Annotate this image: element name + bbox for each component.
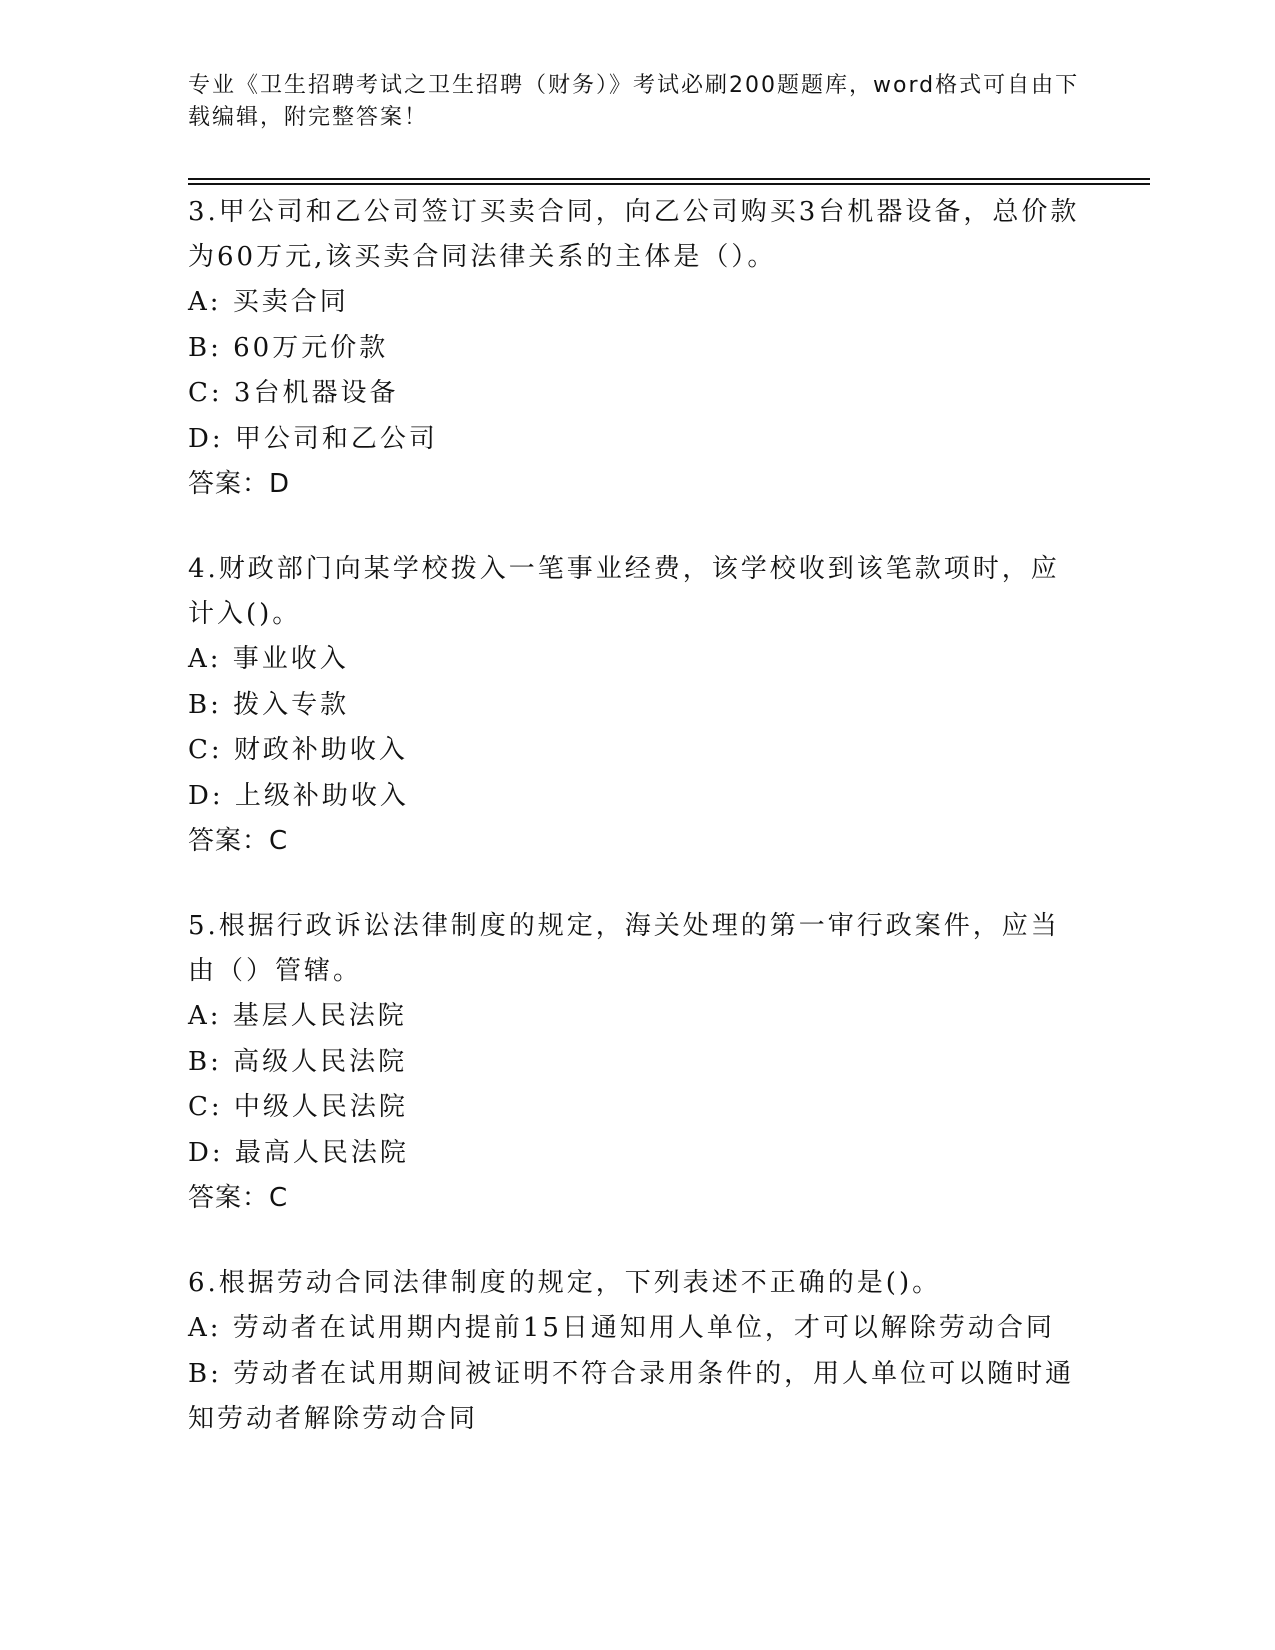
question-list — [188, 190, 1088, 1443]
question-3 — [188, 190, 1088, 507]
answer-label: 答案：D — [188, 469, 291, 499]
question-text: 3.甲公司和乙公司签订买卖合同，向乙公司购买3台机器设备，总价款为60万元,该买卖合同法律关系的主体是（）。 — [188, 197, 1080, 272]
answer-label: 答案：C — [188, 1183, 289, 1213]
header-divider-top — [188, 178, 1150, 180]
option-d: D: 上级补助收入 — [188, 780, 409, 811]
option-b: B: 高级人民法院 — [188, 1046, 408, 1077]
header-divider-bottom — [188, 183, 1150, 185]
option-d: D: 甲公司和乙公司 — [188, 423, 438, 454]
option-a: A: 基层人民法院 — [188, 1001, 407, 1031]
option-d: D: 最高人民法院 — [188, 1137, 409, 1168]
option-b: B: 拨入专款 — [188, 689, 350, 720]
question-spacer — [188, 864, 1088, 904]
option-c: C: 财政补助收入 — [188, 735, 408, 765]
question-text: 5.根据行政诉讼法律制度的规定，海关处理的第一审行政案件，应当由（）管辖。 — [188, 911, 1060, 986]
option-b: B: 劳动者在试用期间被证明不符合录用条件的，用人单位可以随时通知劳动者解除劳动合同 — [188, 1358, 1075, 1434]
option-a: A: 买卖合同 — [188, 287, 349, 317]
option-a: A: 事业收入 — [188, 644, 349, 674]
answer-label: 答案：C — [188, 826, 289, 856]
option-b: B: 60万元价款 — [188, 332, 389, 363]
question-text: 4.财政部门向某学校拨入一笔事业经费，该学校收到该笔款项时，应计入()。 — [188, 554, 1060, 629]
question-spacer — [188, 507, 1088, 547]
question-5 — [188, 904, 1088, 1221]
option-c: C: 中级人民法院 — [188, 1092, 408, 1122]
question-text: 6.根据劳动合同法律制度的规定，下列表述不正确的是()。 — [188, 1268, 942, 1298]
option-a: A: 劳动者在试用期内提前15日通知用人单位，才可以解除劳动合同 — [188, 1313, 1055, 1343]
option-c: C: 3台机器设备 — [188, 378, 399, 408]
document-header: 专业《卫生招聘考试之卫生招聘（财务）》考试必刷200题题库，word格式可自由下载编辑，附完整答案！ — [188, 73, 1080, 130]
question-4 — [188, 547, 1088, 864]
question-spacer — [188, 1221, 1088, 1261]
question-6 — [188, 1261, 1088, 1443]
